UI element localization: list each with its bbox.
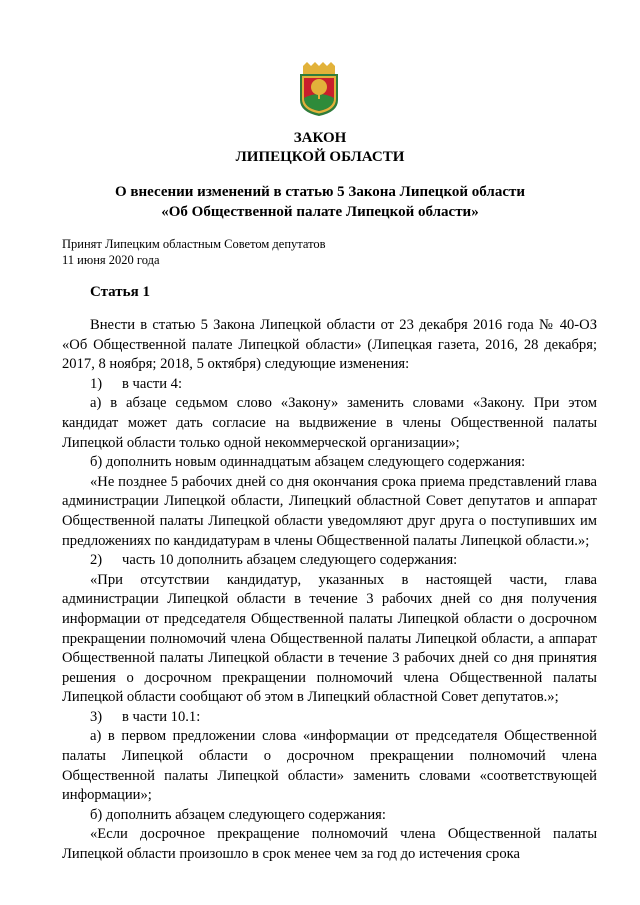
item-1-quote: «Не позднее 5 рабочих дней со дня окончания срока приема представлений глава администрации Липецкой области, Липецкий областной Совет депутатов и аппарат Общественной палаты Липецкой области уведомляют друг друга о поступивших им предложениях по кандидатурам в члены Общественной палаты Липецкой области.»; bbox=[62, 473, 597, 549]
item-2-text: часть 10 дополнить абзацем следующего содержания: bbox=[122, 552, 458, 569]
item-3-a: а) в первом предложении слова «информации от председателя Общественной палаты Липецкой области о досрочном прекращении полномочий члена Общественной палаты Липецкой области» заменить словами «соответствующей информации»; bbox=[62, 728, 597, 804]
law-region: ЛИПЕЦКОЙ ОБЛАСТИ bbox=[235, 149, 405, 165]
item-3-number: 3) bbox=[90, 708, 103, 725]
item-1-number: 1) bbox=[90, 375, 103, 392]
law-title: ЗАКОН bbox=[293, 130, 347, 146]
adoption-body: Принят Липецким областным Советом депутатов bbox=[62, 237, 326, 251]
article-body bbox=[62, 316, 597, 865]
item-3 bbox=[62, 708, 597, 728]
article-heading: Статья 1 bbox=[90, 284, 150, 300]
law-subtitle-line2: «Об Общественной палате Липецкой области» bbox=[161, 204, 479, 220]
article-intro: Внести в статью 5 Закона Липецкой области от 23 декабря 2016 года № 40-ОЗ «Об Общественной палате Липецкой области» (Липецкая газета, 2016, 28 декабря; 2017, 8 ноября; 2018, 5 октября) следующие изменения: bbox=[62, 317, 597, 373]
item-2 bbox=[62, 551, 597, 571]
item-3-text: в части 10.1: bbox=[122, 708, 201, 725]
item-1-b: б) дополнить новым одиннадцатым абзацем следующего содержания: bbox=[90, 454, 526, 471]
adoption-date: 11 июня 2020 года bbox=[62, 253, 160, 267]
lipetsk-coat-of-arms-icon bbox=[297, 62, 341, 116]
item-1 bbox=[62, 375, 597, 395]
item-3-b: б) дополнить абзацем следующего содержания: bbox=[90, 806, 386, 823]
item-2-number: 2) bbox=[90, 552, 103, 569]
law-subtitle-line1: О внесении изменений в статью 5 Закона Липецкой области bbox=[115, 184, 525, 200]
item-2-quote: «При отсутствии кандидатур, указанных в настоящей части, глава администрации Липецкой области в течение 3 рабочих дней со дня получения информации от председателя Общественной палаты Липецкой области о досрочном прекращении полномочий члена Общественной палаты Липецкой области, а аппарат Общественной палаты Липецкой области в течение 3 рабочих дней со дня принятия решения о досрочном прекращении полномочий члена Общественной палаты Липецкой области сообщают об этом в Липецкий областной Совет депутатов.»; bbox=[62, 571, 597, 706]
item-1-a: а) в абзаце седьмом слово «Закону» заменить словами «Закону. При этом кандидат может дать согласие на выдвижение в члены Общественной палаты Липецкой области только одной некоммерческой организации»; bbox=[62, 395, 597, 451]
item-3-quote: «Если досрочное прекращение полномочий члена Общественной палаты Липецкой области произошло в срок менее чем за год до истечения срока bbox=[62, 826, 597, 863]
item-1-text: в части 4: bbox=[122, 375, 183, 392]
